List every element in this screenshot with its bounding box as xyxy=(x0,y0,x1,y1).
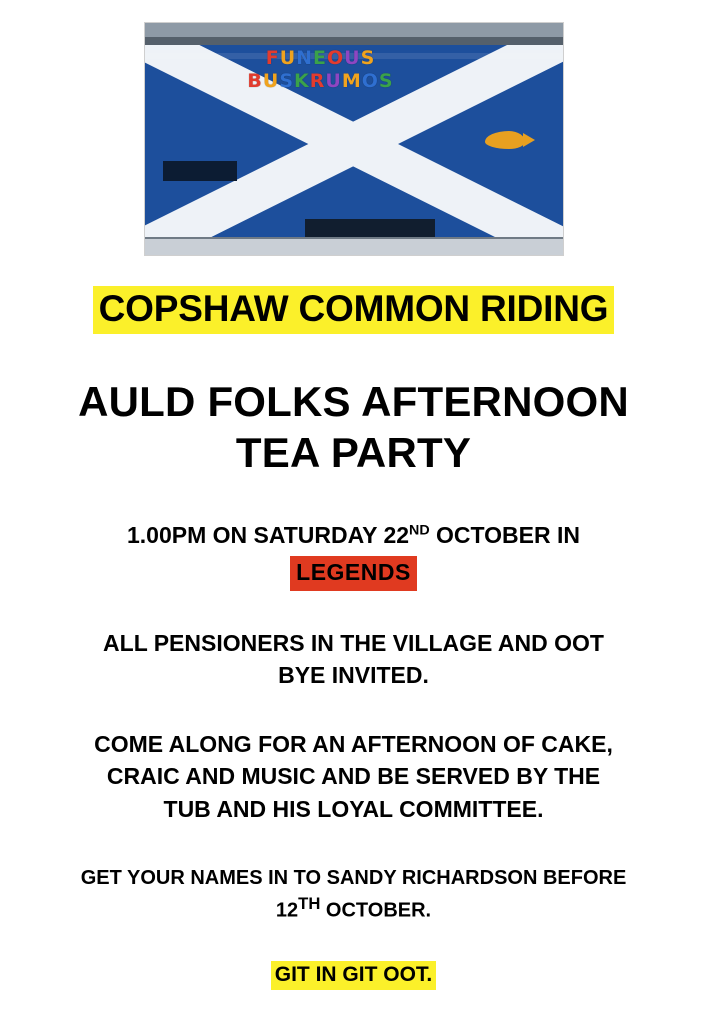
photo-top-strip-dark xyxy=(145,37,563,45)
poster xyxy=(0,22,707,1022)
body-line-2: CRAIC AND MUSIC AND BE SERVED BY THE xyxy=(106,763,601,790)
painted-letter: O xyxy=(361,70,379,92)
headline-line-1: AULD FOLKS AFTERNOON xyxy=(78,377,629,425)
body-paragraph xyxy=(49,728,659,826)
event-datetime-text-end: OCTOBER IN xyxy=(429,522,581,549)
rsvp-date-number: 12 xyxy=(275,899,299,922)
painted-letter: N xyxy=(296,47,314,69)
painted-letter: K xyxy=(294,70,310,92)
painted-letter: S xyxy=(360,47,376,69)
event-datetime-text: 1.00PM ON SATURDAY 22 xyxy=(126,522,410,549)
painted-letter: F xyxy=(265,47,280,69)
rsvp-line-1: GET YOUR NAMES IN TO SANDY RICHARDSON BEFORE xyxy=(80,866,627,889)
photo-dark-panel-left xyxy=(163,161,237,181)
painted-letter: U xyxy=(279,47,297,69)
body-line-3: TUB AND HIS LOYAL COMMITTEE. xyxy=(163,796,544,823)
saltire-flag-photo xyxy=(144,22,564,256)
painted-letters xyxy=(201,49,441,91)
painted-letter: U xyxy=(344,47,361,69)
invitation-line-2: BYE INVITED. xyxy=(278,662,429,689)
headline-line-2: TEA PARTY xyxy=(235,429,472,477)
date-ordinal-suffix: ND xyxy=(409,522,430,539)
rsvp-date-ordinal-suffix: TH xyxy=(298,894,321,914)
poster-headline xyxy=(34,376,674,478)
photo-bottom-strip xyxy=(145,239,563,255)
rsvp-paragraph xyxy=(44,864,664,925)
closing-text: GIT IN GIT OOT. xyxy=(271,961,437,990)
venue-name: LEGENDS xyxy=(290,556,417,590)
painted-letter: O xyxy=(327,47,345,69)
invitation-line-1: ALL PENSIONERS IN THE VILLAGE AND OOT xyxy=(103,629,604,656)
painted-letter: E xyxy=(313,47,328,69)
painted-letters-line1 xyxy=(201,49,441,68)
painted-letter: S xyxy=(378,70,394,92)
rsvp-line-2 xyxy=(44,892,664,925)
painted-letter: B xyxy=(247,70,263,92)
rsvp-date-month: OCTOBER. xyxy=(320,899,432,922)
painted-letter: R xyxy=(309,70,326,92)
poster-title: COPSHAW COMMON RIDING xyxy=(93,286,615,334)
event-datetime-line xyxy=(34,520,674,551)
fish-decoration-icon xyxy=(485,131,525,149)
painted-letters-line2 xyxy=(201,72,441,91)
title-banner xyxy=(48,286,660,334)
painted-letter: U xyxy=(325,70,342,92)
closing-line xyxy=(34,961,674,990)
invitation-paragraph xyxy=(49,627,659,692)
painted-letter: M xyxy=(341,70,362,92)
event-datetime xyxy=(34,520,674,590)
venue-line xyxy=(34,551,674,590)
body-line-1: COME ALONG FOR AN AFTERNOON OF CAKE, xyxy=(94,730,613,757)
painted-letter: U xyxy=(262,70,280,92)
painted-letter: S xyxy=(279,70,295,92)
